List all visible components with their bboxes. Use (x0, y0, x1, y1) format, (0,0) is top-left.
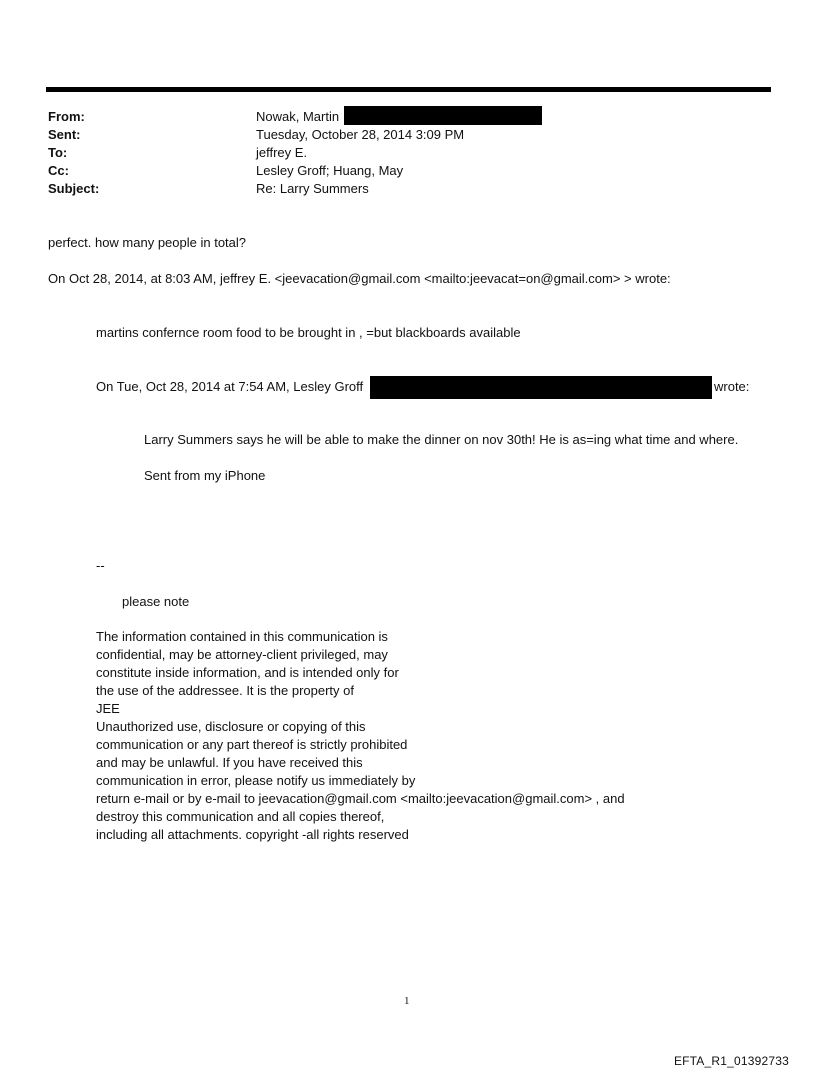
disclaimer-line: destroy this communication and all copies thereof, (96, 809, 385, 824)
please-note: please note (122, 594, 190, 609)
to-value: jeffrey E. (256, 145, 308, 160)
subject-value: Re: Larry Summers (256, 181, 369, 196)
page-number: 1 (404, 995, 410, 1007)
sent-label: Sent: (48, 127, 81, 142)
disclaimer-line: constitute inside information, and is intended only for (96, 665, 399, 680)
from-label: From: (48, 109, 85, 124)
disclaimer-line: including all attachments. copyright -all rights reserved (96, 827, 409, 842)
quote2-signature: Sent from my iPhone (144, 468, 266, 483)
disclaimer-line: confidential, may be attorney-client privileged, may (96, 647, 388, 662)
quote1-intro: On Oct 28, 2014, at 8:03 AM, jeffrey E. <jeevacation@gmail.com <mailto:jeevacat=on@gmail.com> > wrote: (48, 271, 671, 286)
signature-dash: -- (96, 558, 105, 573)
sent-value: Tuesday, October 28, 2014 3:09 PM (256, 127, 465, 142)
disclaimer-line: return e-mail or by e-mail to jeevacation@gmail.com <mailto:jeevacation@gmail.com> , and (96, 791, 625, 806)
disclaimer-line: communication in error, please notify us immediately by (96, 773, 416, 788)
document-id: EFTA_R1_01392733 (673, 1054, 789, 1068)
disclaimer-line: JEE (96, 701, 120, 716)
quote2-wrote: wrote: (714, 379, 750, 394)
reply-text: perfect. how many people in total? (48, 235, 247, 250)
disclaimer (96, 628, 625, 844)
disclaimer-line: and may be unlawful. If you have received this (96, 755, 363, 770)
quote2-intro: On Tue, Oct 28, 2014 at 7:54 AM, Lesley Groff (96, 379, 364, 394)
quote2-text: Larry Summers says he will be able to make the dinner on nov 30th! He is as=ing what time and where. (144, 432, 739, 447)
disclaimer-line: Unauthorized use, disclosure or copying of this (96, 719, 366, 734)
from-value: Nowak, Martin (256, 109, 340, 124)
disclaimer-line: the use of the addressee. It is the property of (96, 683, 354, 698)
subject-label: Subject: (48, 181, 100, 196)
cc-value: Lesley Groff; Huang, May (256, 163, 404, 178)
to-label: To: (48, 145, 68, 160)
cc-label: Cc: (48, 163, 69, 178)
quote1-text: martins confernce room food to be brought in , =but blackboards available (96, 325, 521, 340)
redaction-from-email (344, 106, 542, 125)
disclaimer-line: communication or any part thereof is strictly prohibited (96, 737, 408, 752)
header-rule (46, 87, 771, 92)
redaction-groff-email (370, 376, 712, 399)
disclaimer-line: The information contained in this communication is (96, 629, 388, 644)
